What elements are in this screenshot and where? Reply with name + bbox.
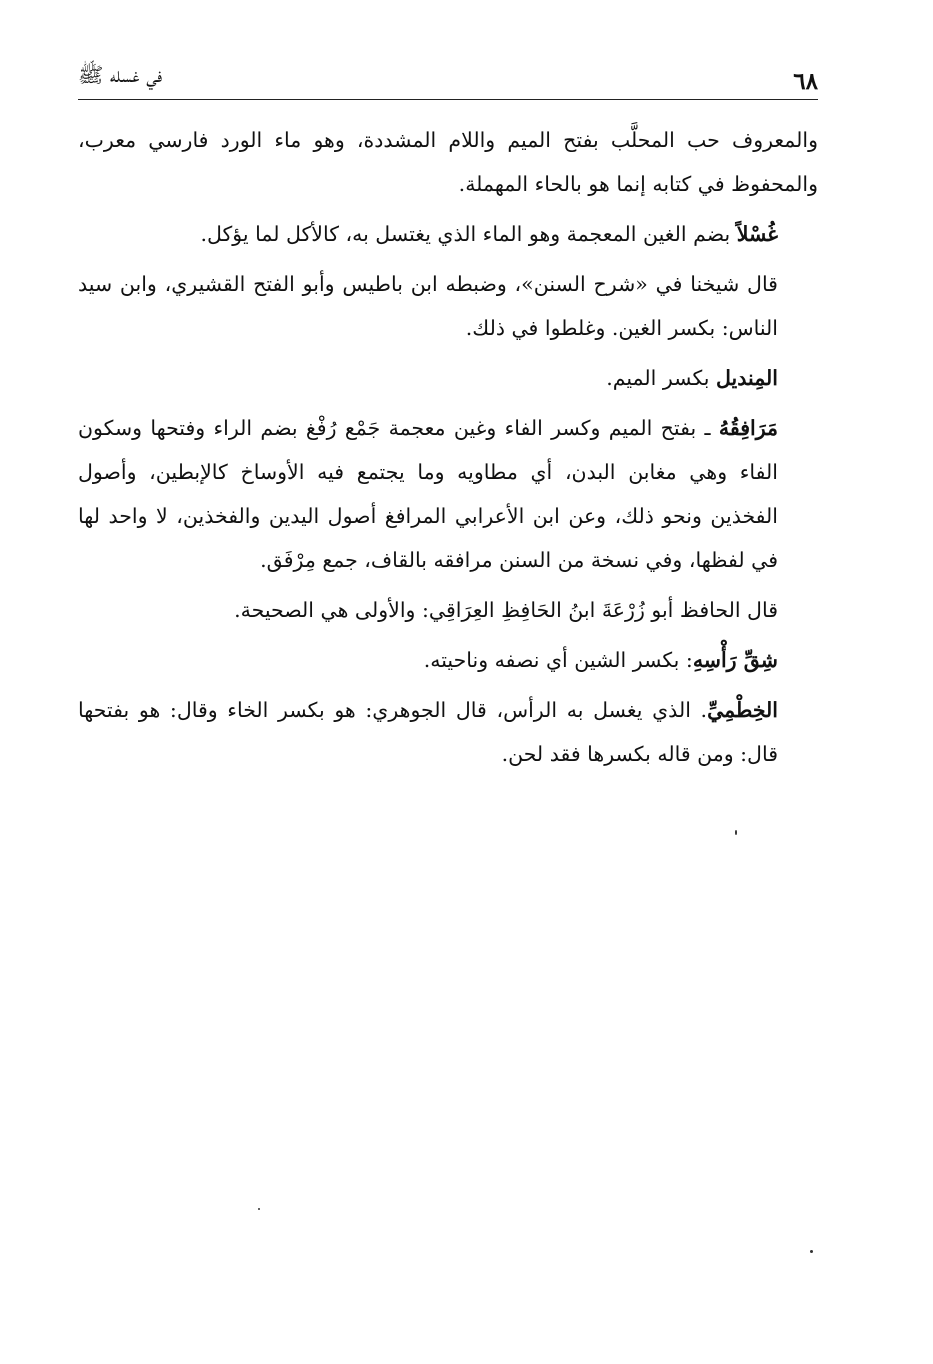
paragraph — [78, 406, 818, 582]
paragraph — [78, 118, 818, 206]
paragraph-text: بكسر الميم. — [606, 366, 717, 390]
paragraph — [78, 638, 818, 682]
paragraph-text: قال الحافظ أبو زُرْعَةَ ابنُ الحَافِظِ العِرَاقِي: والأولى هي الصحيحة. — [234, 598, 778, 622]
paragraph-text: بضم الغين المعجمة وهو الماء الذي يغتسل به، كالأكل لما يؤكل. — [200, 222, 737, 246]
page-header — [78, 60, 818, 100]
running-title: في غسله ﷺ — [78, 63, 163, 87]
paragraph — [78, 262, 818, 350]
body-text — [78, 118, 818, 782]
paragraph-text: . الذي يغسل به الرأس، قال الجوهري: هو بكسر الخاء وقال: هو بفتحها قال: ومن قاله بكسرها فقد لحن. — [78, 698, 778, 766]
scan-speck — [258, 1208, 260, 1210]
paragraph — [78, 212, 818, 256]
paragraph-text: والمعروف حب المحلَّب بفتح الميم واللام المشددة، وهو ماء الورد فارسي معرب، والمحفوظ في كتابه إنما هو بالحاء المهملة. — [78, 128, 818, 196]
paragraph — [78, 588, 818, 632]
paragraph-term: المِنديل — [716, 366, 778, 390]
paragraph — [78, 688, 818, 776]
paragraph-term: غُسْلاً — [736, 222, 778, 246]
header-divider — [78, 99, 818, 100]
paragraph-text: : بكسر الشين أي نصفه وناحيته. — [423, 648, 693, 672]
paragraph-term: الخِطْمِيِّ — [707, 698, 778, 722]
page-number: ٦٨ — [793, 68, 818, 95]
paragraph-text: قال شيخنا في «شرح السنن»، وضبطه ابن باطيس وأبو الفتح القشيري، وابن سيد الناس: بكسر الغين. وغلطوا في ذلك. — [78, 272, 778, 340]
paragraph-term: مَرَافِقُهُ — [718, 416, 778, 440]
paragraph — [78, 356, 818, 400]
scan-speck — [735, 830, 737, 835]
scan-speck — [810, 1250, 813, 1253]
paragraph-term: شِقِّ رَأْسِهِ — [692, 648, 778, 672]
paragraph-text: ـ بفتح الميم وكسر الفاء وغين معجمة جَمْع رُفْغ بضم الراء وفتحها وسكون الفاء وهي مغابن البدن، أي مطاويه وما يجتمع فيه الأوساخ كالإبطين، وأصول الفخذين ونحو ذلك، وعن ابن الأعرابي المرافغ أصول اليدين والفخذين، لا واحد لها في لفظها، وفي نسخة من السنن مرافقه بالقاف، جمع مِرْفَق. — [78, 416, 778, 572]
